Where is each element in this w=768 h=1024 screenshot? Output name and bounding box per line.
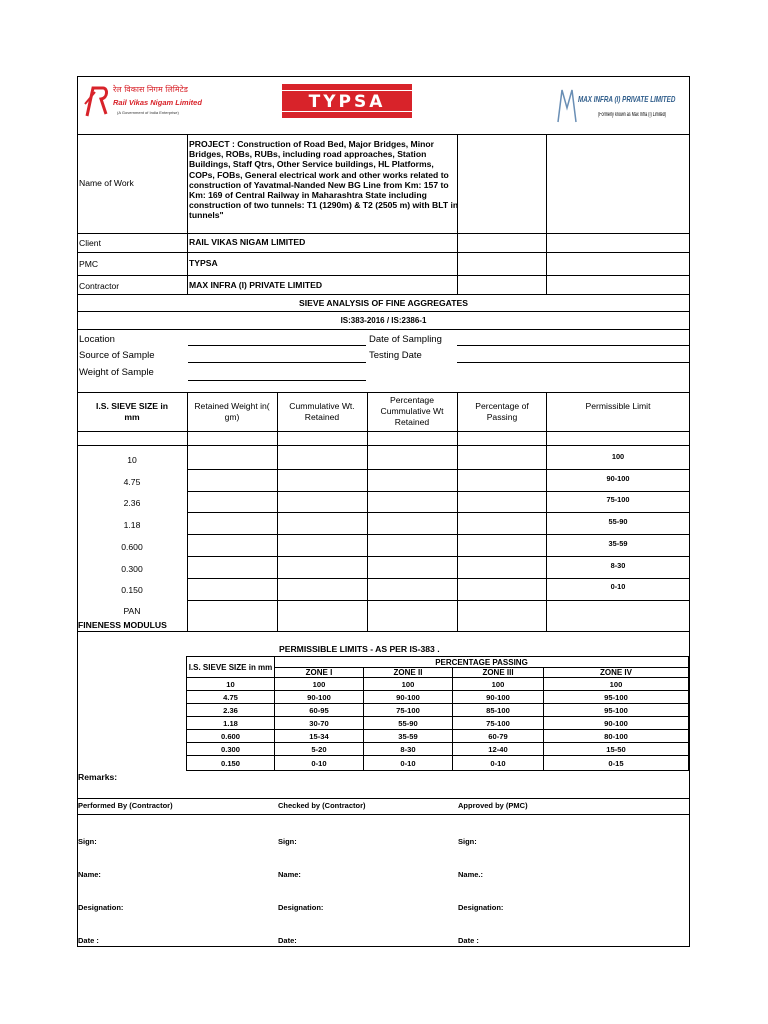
pan-label: PAN: [123, 606, 141, 616]
divider: [187, 491, 690, 492]
divider: [77, 631, 690, 632]
limits-cell: 90-100: [275, 691, 364, 704]
sieve-cell: 10: [127, 455, 137, 465]
limit-cell: 75-100: [606, 495, 630, 504]
table-row: [187, 678, 689, 691]
rvnl-emblem-icon: [83, 84, 109, 118]
divider: [77, 134, 690, 135]
rvnl-hindi-name: रेल विकास निगम लिमिटेड: [113, 85, 188, 94]
divider: [77, 329, 690, 330]
table-row: [187, 691, 689, 704]
sign-label: Sign:: [458, 837, 477, 846]
date-label: Date :: [458, 936, 479, 945]
limits-passing-header: PERCENTAGE PASSING: [275, 657, 689, 668]
location-label: Location: [79, 334, 115, 345]
limits-cell: 10: [187, 678, 275, 691]
limits-cell: 55-90: [364, 717, 453, 730]
designation-label: Designation:: [458, 903, 504, 912]
fineness-modulus-label: FINENESS MODULUS: [78, 620, 167, 630]
checked-by-label: Checked by (Contractor): [278, 801, 366, 810]
header-percent-passing: Percentage of Passing: [475, 401, 529, 422]
designation-label: Designation:: [78, 903, 124, 912]
divider: [187, 392, 188, 631]
divider: [77, 311, 690, 312]
name-label: Name.:: [458, 870, 484, 879]
rvnl-tagline: (A Government of India Enterprise): [117, 110, 179, 115]
limits-cell: 0.600: [187, 730, 275, 743]
table-row: [187, 704, 689, 717]
divider: [546, 134, 547, 294]
date-sampling-label: Date of Sampling: [369, 334, 442, 345]
limits-cell: 15-50: [544, 743, 689, 756]
divider: [187, 134, 188, 294]
sieve-cell: 0.150: [121, 585, 143, 595]
name-of-work-label: Name of Work: [79, 178, 134, 188]
limits-cell: 60-79: [453, 730, 544, 743]
limits-cell: 1.18: [187, 717, 275, 730]
divider: [187, 578, 690, 579]
divider: [367, 392, 368, 631]
limits-cell: 0-10: [275, 756, 364, 771]
maxinfra-logo: [556, 86, 684, 126]
divider: [77, 294, 690, 295]
performed-by-label: Performed By (Contractor): [78, 801, 173, 810]
limits-cell: 85-100: [453, 704, 544, 717]
limits-cell: 0-10: [364, 756, 453, 771]
divider: [77, 814, 690, 815]
table-row: [187, 756, 689, 771]
limits-cell: 4.75: [187, 691, 275, 704]
limit-cell: 100: [611, 452, 625, 461]
limit-cell: 90-100: [606, 474, 630, 483]
table-row: [187, 730, 689, 743]
remarks-label: Remarks:: [78, 772, 118, 782]
header-retained-weight: Retained Weight in( gm): [194, 401, 270, 422]
limits-cell: 0.150: [187, 756, 275, 771]
contractor-label: Contractor: [79, 281, 120, 291]
testing-date-label: Testing Date: [369, 350, 422, 361]
limits-cell: 80-100: [544, 730, 689, 743]
source-field[interactable]: [188, 362, 366, 363]
zone-header: ZONE II: [364, 668, 453, 678]
divider: [187, 600, 690, 601]
project-description: PROJECT : Construction of Road Bed, Major Bridges, Minor Bridges, ROBs, RUBs, including road approaches, Station Buildings, Staff Qtrs, Other Service buildings, HL Platforms, COPs, FOBs, General electrical work and other works related to construction of Yavatmal-Nanded New BG Line from Km: 157 to Km: 169 of Central Railway in Maharashtra State including construction of two tunnels: T1 (1290m) & T2 (2505 m) with BLT in tunnels": [189, 139, 459, 221]
limits-cell: 90-100: [544, 717, 689, 730]
sign-label: Sign:: [78, 837, 97, 846]
limit-cell: 0-10: [610, 582, 626, 591]
limits-cell: 100: [544, 678, 689, 691]
divider: [77, 233, 690, 234]
limits-cell: 0-15: [544, 756, 689, 771]
maxinfra-name: MAX INFRA (I) PRIVATE LIMITED: [578, 94, 676, 104]
name-label: Name:: [78, 870, 101, 879]
pmc-value: TYPSA: [189, 258, 218, 268]
weight-label: Weight of Sample: [79, 367, 154, 378]
divider: [77, 798, 690, 799]
limit-cell: 35-59: [608, 539, 628, 548]
weight-field[interactable]: [188, 380, 366, 381]
limits-cell: 0.300: [187, 743, 275, 756]
rvnl-logo: [83, 82, 202, 124]
limits-cell: 35-59: [364, 730, 453, 743]
divider: [546, 392, 547, 631]
form-title: SIEVE ANALYSIS OF FINE AGGREGATES: [299, 298, 468, 308]
limits-cell: 75-100: [453, 717, 544, 730]
limits-title: PERMISSIBLE LIMITS - AS PER IS-383 .: [279, 644, 440, 654]
limits-cell: 100: [453, 678, 544, 691]
limit-cell: 8-30: [610, 561, 626, 570]
zone-header: ZONE IV: [544, 668, 689, 678]
limits-cell: 30-70: [275, 717, 364, 730]
zone-header: ZONE III: [453, 668, 544, 678]
source-label: Source of Sample: [79, 350, 155, 361]
location-field[interactable]: [188, 345, 366, 346]
limits-cell: 90-100: [364, 691, 453, 704]
maxinfra-tagline: (Formerly known as Max Infra (I) Limited): [598, 112, 667, 118]
name-label: Name:: [278, 870, 301, 879]
table-row: [187, 743, 689, 756]
date-label: Date:: [278, 936, 297, 945]
divider: [77, 445, 690, 446]
sieve-cell: 1.18: [123, 520, 141, 530]
approved-by-label: Approved by (PMC): [458, 801, 528, 810]
divider: [187, 534, 690, 535]
sieve-cell: 4.75: [123, 477, 141, 487]
header-sieve-size: I.S. SIEVE SIZE in mm: [95, 401, 169, 422]
limits-cell: 90-100: [453, 691, 544, 704]
client-label: Client: [79, 238, 101, 248]
limits-cell: 15-34: [275, 730, 364, 743]
limits-cell: 100: [364, 678, 453, 691]
limits-cell: 2.36: [187, 704, 275, 717]
limits-cell: 12-40: [453, 743, 544, 756]
divider: [77, 252, 690, 253]
limits-cell: 60-95: [275, 704, 364, 717]
divider: [187, 512, 690, 513]
limits-cell: 75-100: [364, 704, 453, 717]
header-permissible-limit: Permissible Limit: [585, 401, 651, 411]
divider: [277, 392, 278, 631]
contractor-value: MAX INFRA (I) PRIVATE LIMITED: [189, 280, 323, 290]
limits-cell: 100: [275, 678, 364, 691]
sieve-cell: 0.600: [121, 542, 143, 552]
divider: [187, 556, 690, 557]
limits-cell: 5-20: [275, 743, 364, 756]
sieve-cell: 0.300: [121, 564, 143, 574]
date-label: Date :: [78, 936, 99, 945]
testing-date-field[interactable]: [457, 362, 689, 363]
pmc-label: PMC: [79, 259, 99, 269]
header-percent-cumulative: Percentage Cummulative Wt Retained: [380, 395, 444, 427]
divider: [187, 469, 690, 470]
divider: [77, 275, 690, 276]
form-standard: IS:383-2016 / IS:2386-1: [340, 316, 427, 325]
limits-sieve-header: I.S. SIEVE SIZE in mm: [187, 657, 275, 678]
client-value: RAIL VIKAS NIGAM LIMITED: [189, 237, 306, 247]
limits-cell: 8-30: [364, 743, 453, 756]
designation-label: Designation:: [278, 903, 324, 912]
typsa-stripe: [282, 90, 412, 91]
limits-cell: 0-10: [453, 756, 544, 771]
typsa-logo: [282, 84, 412, 118]
divider: [457, 392, 458, 631]
maxinfra-emblem-icon: [556, 86, 578, 124]
zone-header: ZONE I: [275, 668, 364, 678]
header-cumulative-weight: Cummulative Wt. Retained: [289, 401, 355, 422]
divider: [77, 392, 690, 393]
typsa-name: TYPSA: [308, 92, 386, 112]
limits-cell: 95-100: [544, 691, 689, 704]
limits-cell: 95-100: [544, 704, 689, 717]
table-row: [187, 717, 689, 730]
sieve-cell: 2.36: [123, 498, 141, 508]
divider: [77, 431, 690, 432]
limit-cell: 55-90: [608, 517, 628, 526]
sign-label: Sign:: [278, 837, 297, 846]
date-sampling-field[interactable]: [457, 345, 689, 346]
limits-table: [186, 656, 689, 771]
rvnl-name: Rail Vikas Nigam Limited: [113, 98, 202, 107]
